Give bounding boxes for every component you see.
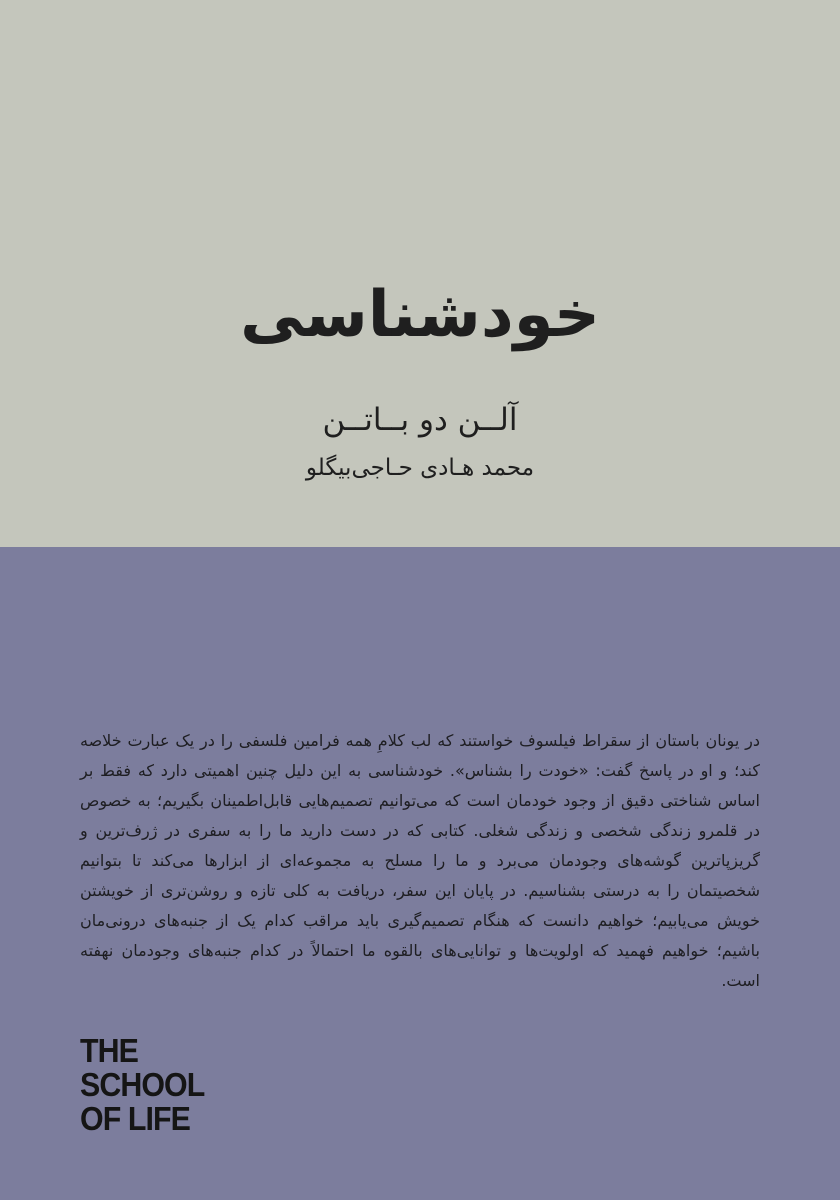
publisher-logo-line: THE (80, 1032, 138, 1069)
author-name: آلــن دو بــاتــن (322, 402, 518, 438)
translator-name: محمد هـادی حـاجی‌بیگلو (305, 455, 535, 481)
book-blurb: در یونان باستان از سقراط فیلسوف خواستند که لب کلامِ همه فرامین فلسفی را در یک عبارت خلاصه کند؛ و او در پاسخ گفت: «خودت را بشناس». خودشناسی به این دلیل چنین اهمیتی دارد که فقط بر اساس شناختی دقیق از وجود خودمان است که می‌توانیم تصمیم‌هایی قابل‌اطمینان بگیریم؛ به خصوص در قلمرو زندگی شخصی و زندگی شغلی. کتابی که در دست دارید ما را به سفری در ژرف‌ترین و گریزپاترین گوشه‌های وجودمان می‌برد و ما را مسلح به مجموعه‌ای از ابزارها می‌کند تا بتوانیم شخصیتمان را به درستی بشناسیم. در پایان این سفر، دریافت به کلی تازه و روشن‌تری از خویشتن خویش می‌یابیم؛ خواهیم دانست که هنگام تصمیم‌گیری باید مراقب کدام یک از جنبه‌های درونی‌مان باشیم؛ خواهیم فهمید که اولویت‌ها و توانایی‌های بالقوه ما احتمالاً در کدام جنبه‌های وجودمان نهفته است. (80, 731, 760, 990)
cover-top-panel (0, 0, 840, 547)
book-title: خودشناسی (240, 278, 600, 352)
publisher-logo-line: SCHOOL (80, 1066, 205, 1103)
publisher-logo (80, 1034, 246, 1144)
publisher-logo-line: OF LIFE (80, 1100, 190, 1137)
